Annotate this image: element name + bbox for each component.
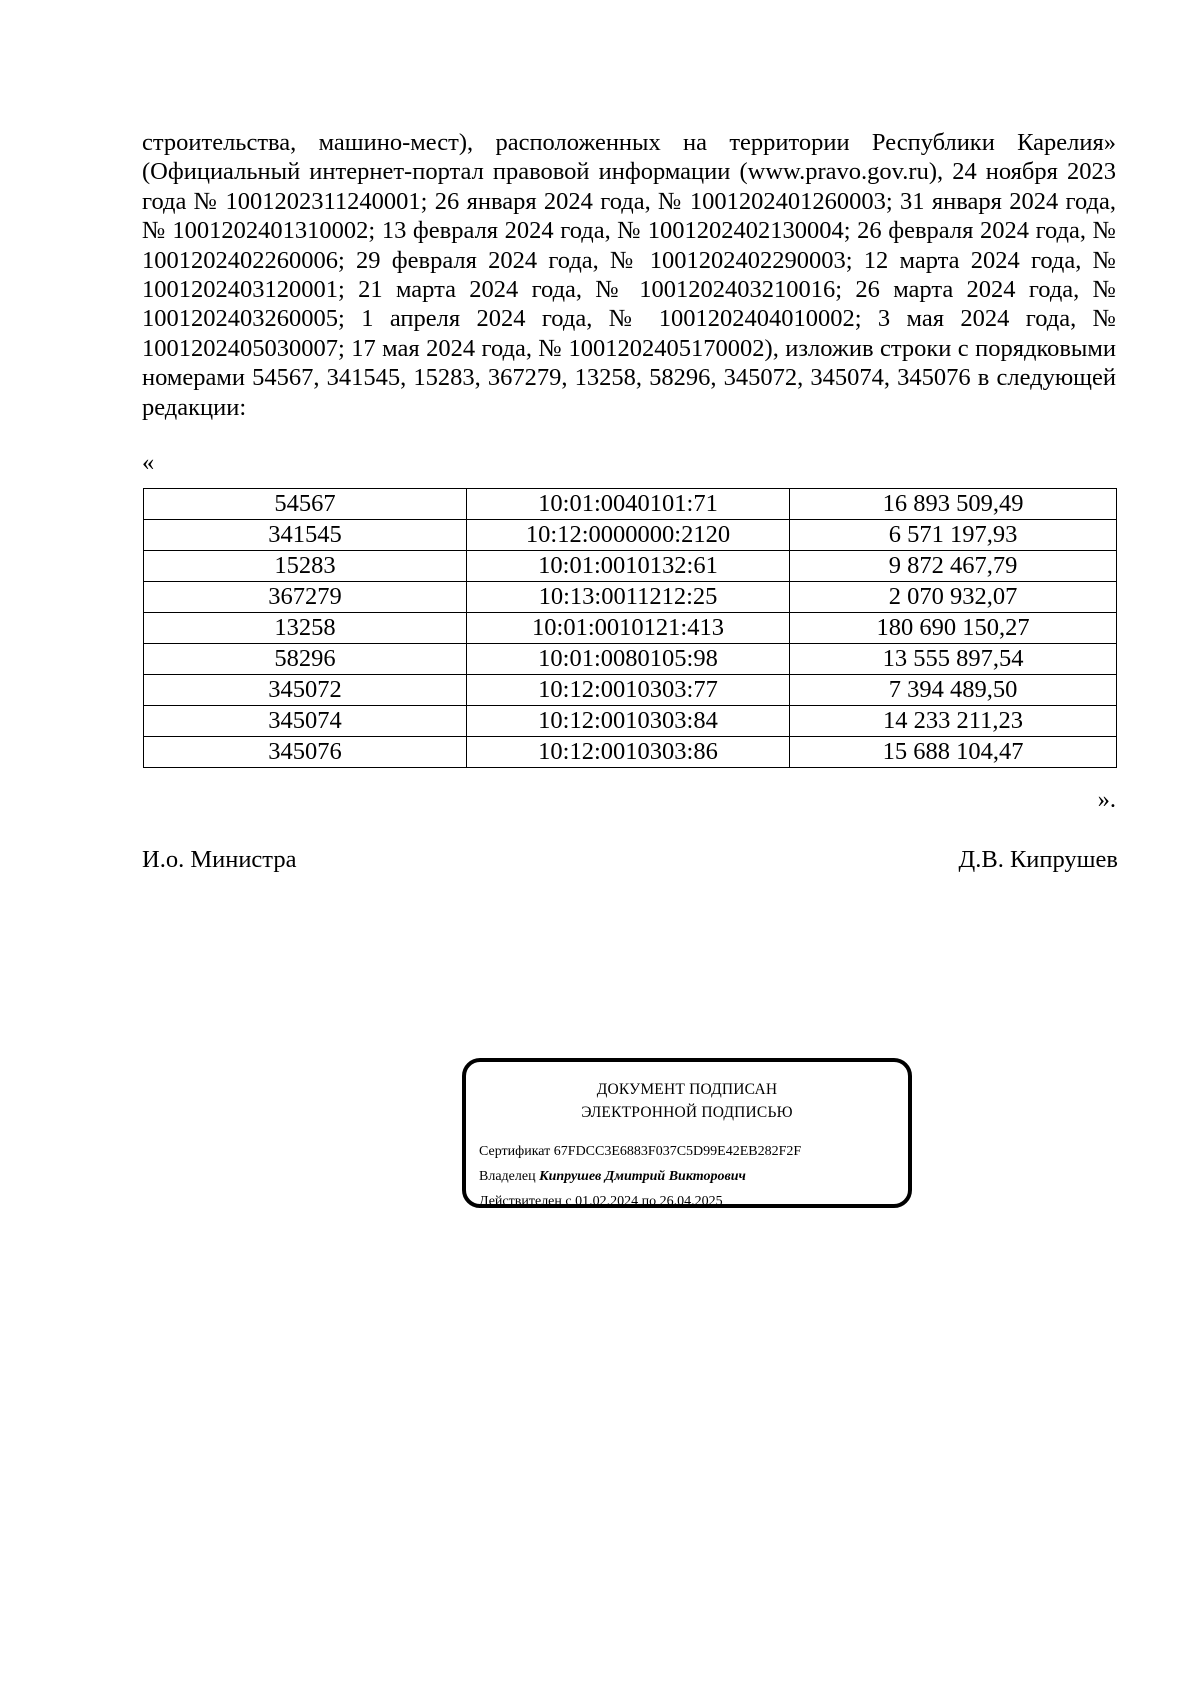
row-number-cell: 345074 — [144, 706, 467, 737]
stamp-title-line-2: ЭЛЕКТРОННОЙ ПОДПИСЬЮ — [581, 1104, 793, 1121]
cadastral-number-cell: 10:01:0080105:98 — [467, 644, 790, 675]
stamp-owner-value: Кипрушев Дмитрий Викторович — [539, 1169, 746, 1184]
stamp-owner — [479, 1168, 746, 1186]
stamp-validity — [479, 1193, 723, 1211]
stamp-valid-from: 01.02.2024 — [575, 1194, 639, 1209]
row-number-cell: 345072 — [144, 675, 467, 706]
cadastral-value-cell: 7 394 489,50 — [790, 675, 1117, 706]
cadastral-number-cell: 10:01:0010121:413 — [467, 613, 790, 644]
stamp-certificate-value: 67FDCC3E6883F037C5D99E42EB282F2F — [553, 1144, 802, 1159]
row-number-cell: 15283 — [144, 551, 467, 582]
cadastral-value-cell: 180 690 150,27 — [790, 613, 1117, 644]
stamp-title-line-1: ДОКУМЕНТ ПОДПИСАН — [596, 1081, 778, 1098]
cadastral-number-cell: 10:13:0011212:25 — [467, 582, 790, 613]
cadastral-number-cell: 10:01:0010132:61 — [467, 551, 790, 582]
stamp-certificate — [479, 1143, 801, 1161]
table-row — [144, 613, 1117, 644]
body-paragraph: строительства, машино-мест), расположенных на территории Республики Карелия» (Официальный интернет-портал правовой информации (www.pravo.gov.ru), 24 ноября 2023 года № 1001202311240001; 26 января 2024 года, № 1001202401260003; 31 января 2024 года, № 1001202401310002; 13 февраля 2024 года, № 1001202402130004; 26 февраля 2024 года, № 1001202402260006; 29 февраля 2024 года, № 1001202402290003; 12 марта 2024 года, № 1001202403120001; 21 марта 2024 года, № 1001202403210016; 26 марта 2024 года, № 1001202403260005; 1 апреля 2024 года, № 1001202404010002; 3 мая 2024 года, № 1001202405030007; 17 мая 2024 года, № 1001202405170002), изложив строки с порядковыми номерами 54567, 341545, 15283, 367279, 13258, 58296, 345072, 345074, 345076 в следующей редакции: — [142, 129, 1116, 421]
cadastral-number-cell: 10:12:0000000:2120 — [467, 520, 790, 551]
table-body — [144, 489, 1117, 768]
cadastral-value-cell: 2 070 932,07 — [790, 582, 1117, 613]
stamp-owner-label: Владелец — [479, 1169, 536, 1184]
stamp-valid-label: Действителен — [479, 1194, 562, 1209]
cadastral-number-cell: 10:12:0010303:84 — [467, 706, 790, 737]
electronic-signature-stamp — [462, 1058, 912, 1208]
table-row — [144, 582, 1117, 613]
cadastral-value-cell: 14 233 211,23 — [790, 706, 1117, 737]
cadastral-number-cell: 10:12:0010303:77 — [467, 675, 790, 706]
cadastral-value-cell: 9 872 467,79 — [790, 551, 1117, 582]
table-row — [144, 644, 1117, 675]
cadastral-value-cell: 13 555 897,54 — [790, 644, 1117, 675]
row-number-cell: 54567 — [144, 489, 467, 520]
stamp-valid-to: 26.04.2025 — [659, 1194, 723, 1209]
table-row — [144, 706, 1117, 737]
cadastral-value-table — [143, 488, 1117, 768]
cadastral-value-cell: 6 571 197,93 — [790, 520, 1117, 551]
table-row — [144, 737, 1117, 768]
table-row — [144, 551, 1117, 582]
signatory-name: Д.В. Кипрушев — [958, 846, 1118, 873]
row-number-cell: 58296 — [144, 644, 467, 675]
stamp-certificate-label: Сертификат — [479, 1144, 551, 1159]
stamp-valid-to-word: по — [641, 1194, 657, 1209]
cadastral-value-cell: 15 688 104,47 — [790, 737, 1117, 768]
open-quote: « — [142, 449, 155, 476]
table-row — [144, 489, 1117, 520]
stamp-title — [466, 1078, 908, 1124]
cadastral-number-cell: 10:12:0010303:86 — [467, 737, 790, 768]
close-quote: ». — [1097, 786, 1116, 813]
table-row — [144, 520, 1117, 551]
row-number-cell: 367279 — [144, 582, 467, 613]
cadastral-number-cell: 10:01:0040101:71 — [467, 489, 790, 520]
row-number-cell: 341545 — [144, 520, 467, 551]
row-number-cell: 13258 — [144, 613, 467, 644]
stamp-valid-from-word: с — [565, 1194, 572, 1209]
signatory-position: И.о. Министра — [142, 846, 297, 873]
row-number-cell: 345076 — [144, 737, 467, 768]
table-row — [144, 675, 1117, 706]
cadastral-value-cell: 16 893 509,49 — [790, 489, 1117, 520]
